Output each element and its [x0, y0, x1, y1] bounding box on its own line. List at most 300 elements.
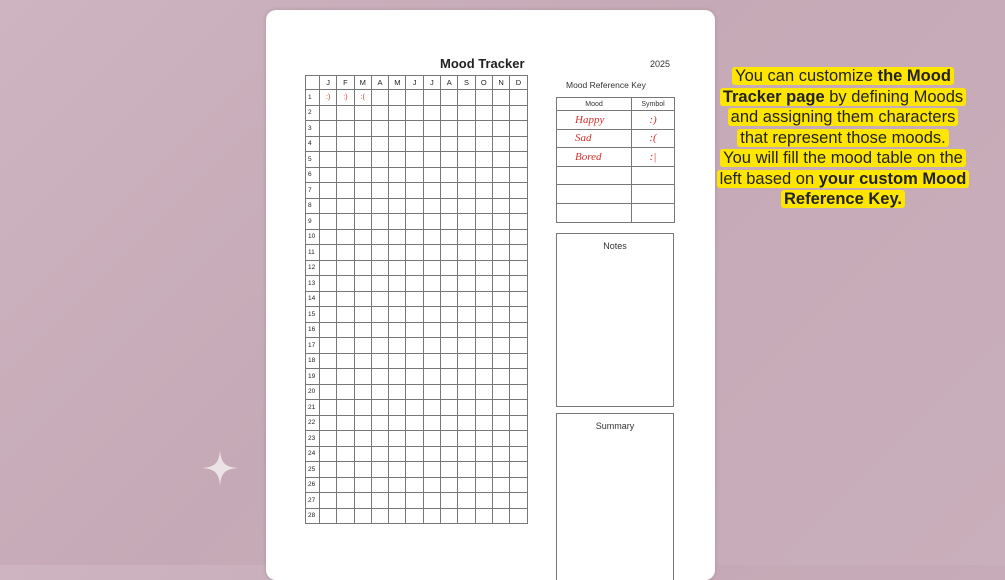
mood-cell[interactable]: [441, 508, 458, 524]
mood-cell[interactable]: [337, 400, 354, 416]
mood-cell[interactable]: [510, 369, 527, 385]
mood-cell[interactable]: [492, 431, 509, 447]
mood-cell[interactable]: [389, 90, 406, 106]
mood-cell[interactable]: [423, 229, 440, 245]
mood-cell[interactable]: [475, 121, 492, 137]
mood-cell[interactable]: [510, 121, 527, 137]
mood-cell[interactable]: [337, 446, 354, 462]
mood-cell[interactable]: [423, 446, 440, 462]
mood-cell[interactable]: [492, 260, 509, 276]
mood-cell[interactable]: [337, 229, 354, 245]
mood-cell[interactable]: [389, 415, 406, 431]
key-symbol-cell[interactable]: :|: [632, 148, 675, 167]
mood-cell[interactable]: [406, 415, 423, 431]
mood-cell[interactable]: [475, 183, 492, 199]
mood-cell[interactable]: [406, 90, 423, 106]
mood-cell[interactable]: [406, 400, 423, 416]
mood-cell[interactable]: [389, 508, 406, 524]
mood-cell[interactable]: [423, 214, 440, 230]
mood-cell[interactable]: [475, 276, 492, 292]
mood-cell[interactable]: [458, 121, 475, 137]
mood-cell[interactable]: [406, 369, 423, 385]
mood-cell[interactable]: [441, 307, 458, 323]
mood-cell[interactable]: [458, 291, 475, 307]
mood-cell[interactable]: [389, 446, 406, 462]
mood-cell[interactable]: [337, 136, 354, 152]
mood-cell[interactable]: [458, 462, 475, 478]
mood-cell[interactable]: [337, 508, 354, 524]
mood-cell[interactable]: [320, 136, 337, 152]
mood-cell[interactable]: [406, 446, 423, 462]
mood-cell[interactable]: [320, 446, 337, 462]
mood-cell[interactable]: [354, 415, 371, 431]
mood-cell[interactable]: [423, 384, 440, 400]
mood-cell[interactable]: [458, 384, 475, 400]
mood-cell[interactable]: [492, 90, 509, 106]
mood-cell[interactable]: [389, 322, 406, 338]
mood-cell[interactable]: [371, 353, 388, 369]
mood-cell[interactable]: [389, 198, 406, 214]
mood-cell[interactable]: [389, 431, 406, 447]
mood-cell[interactable]: [510, 152, 527, 168]
mood-cell[interactable]: [354, 260, 371, 276]
mood-cell[interactable]: [389, 338, 406, 354]
mood-cell[interactable]: [492, 446, 509, 462]
mood-cell[interactable]: [354, 291, 371, 307]
key-symbol-cell[interactable]: :(: [632, 129, 675, 148]
mood-cell[interactable]: [492, 121, 509, 137]
mood-cell[interactable]: [389, 493, 406, 509]
mood-cell[interactable]: [510, 307, 527, 323]
mood-cell[interactable]: [371, 105, 388, 121]
mood-cell[interactable]: [389, 384, 406, 400]
mood-cell[interactable]: [510, 477, 527, 493]
mood-cell[interactable]: [458, 307, 475, 323]
mood-cell[interactable]: [389, 353, 406, 369]
mood-cell[interactable]: [406, 307, 423, 323]
key-mood-cell[interactable]: [557, 166, 632, 185]
mood-cell[interactable]: [320, 260, 337, 276]
mood-cell[interactable]: [371, 493, 388, 509]
mood-cell[interactable]: [320, 276, 337, 292]
mood-cell[interactable]: [389, 121, 406, 137]
mood-cell[interactable]: [337, 291, 354, 307]
mood-cell[interactable]: [492, 477, 509, 493]
mood-cell[interactable]: [320, 400, 337, 416]
mood-cell[interactable]: [320, 431, 337, 447]
mood-cell[interactable]: [458, 276, 475, 292]
mood-cell[interactable]: [320, 353, 337, 369]
mood-cell[interactable]: :): [337, 90, 354, 106]
mood-cell[interactable]: [475, 229, 492, 245]
mood-cell[interactable]: [492, 353, 509, 369]
mood-cell[interactable]: [475, 353, 492, 369]
mood-cell[interactable]: [423, 353, 440, 369]
mood-cell[interactable]: [389, 291, 406, 307]
mood-cell[interactable]: [354, 462, 371, 478]
mood-cell[interactable]: [337, 431, 354, 447]
mood-cell[interactable]: [423, 322, 440, 338]
mood-cell[interactable]: [510, 167, 527, 183]
mood-cell[interactable]: [458, 198, 475, 214]
key-mood-cell[interactable]: Bored: [557, 148, 632, 167]
mood-cell[interactable]: [354, 105, 371, 121]
mood-cell[interactable]: [492, 462, 509, 478]
mood-cell[interactable]: [389, 167, 406, 183]
mood-cell[interactable]: [371, 260, 388, 276]
mood-cell[interactable]: [354, 353, 371, 369]
mood-cell[interactable]: [423, 198, 440, 214]
mood-cell[interactable]: [423, 415, 440, 431]
mood-cell[interactable]: [458, 508, 475, 524]
mood-cell[interactable]: [371, 229, 388, 245]
mood-cell[interactable]: [406, 477, 423, 493]
mood-cell[interactable]: [320, 291, 337, 307]
mood-cell[interactable]: [475, 477, 492, 493]
mood-cell[interactable]: [406, 338, 423, 354]
mood-cell[interactable]: [337, 198, 354, 214]
mood-cell[interactable]: [441, 121, 458, 137]
mood-cell[interactable]: [458, 431, 475, 447]
mood-cell[interactable]: [441, 105, 458, 121]
mood-cell[interactable]: [354, 307, 371, 323]
mood-cell[interactable]: [320, 369, 337, 385]
mood-cell[interactable]: [510, 431, 527, 447]
mood-cell[interactable]: [510, 493, 527, 509]
mood-cell[interactable]: [354, 400, 371, 416]
mood-cell[interactable]: [441, 431, 458, 447]
mood-cell[interactable]: [475, 307, 492, 323]
mood-cell[interactable]: [354, 229, 371, 245]
mood-cell[interactable]: [423, 477, 440, 493]
mood-cell[interactable]: [492, 415, 509, 431]
mood-cell[interactable]: [354, 198, 371, 214]
mood-cell[interactable]: [389, 214, 406, 230]
mood-cell[interactable]: [406, 245, 423, 261]
mood-cell[interactable]: [371, 245, 388, 261]
mood-cell[interactable]: [441, 369, 458, 385]
mood-cell[interactable]: [406, 152, 423, 168]
mood-cell[interactable]: [354, 183, 371, 199]
mood-cell[interactable]: [458, 260, 475, 276]
mood-cell[interactable]: [458, 167, 475, 183]
mood-cell[interactable]: [510, 291, 527, 307]
mood-cell[interactable]: [492, 214, 509, 230]
mood-cell[interactable]: [406, 105, 423, 121]
mood-cell[interactable]: [337, 183, 354, 199]
mood-cell[interactable]: [492, 493, 509, 509]
mood-cell[interactable]: [371, 276, 388, 292]
mood-cell[interactable]: [406, 462, 423, 478]
mood-cell[interactable]: [423, 369, 440, 385]
mood-cell[interactable]: [371, 214, 388, 230]
mood-cell[interactable]: [475, 446, 492, 462]
mood-cell[interactable]: [406, 229, 423, 245]
mood-cell[interactable]: [337, 307, 354, 323]
mood-cell[interactable]: [389, 245, 406, 261]
mood-cell[interactable]: [441, 400, 458, 416]
mood-cell[interactable]: [475, 260, 492, 276]
mood-cell[interactable]: [389, 400, 406, 416]
mood-cell[interactable]: [389, 369, 406, 385]
mood-cell[interactable]: [371, 152, 388, 168]
mood-cell[interactable]: [423, 167, 440, 183]
mood-cell[interactable]: [423, 105, 440, 121]
mood-cell[interactable]: [492, 167, 509, 183]
mood-cell[interactable]: [423, 493, 440, 509]
mood-cell[interactable]: [337, 369, 354, 385]
mood-cell[interactable]: [423, 260, 440, 276]
mood-cell[interactable]: [320, 121, 337, 137]
mood-cell[interactable]: [337, 245, 354, 261]
mood-cell[interactable]: [458, 353, 475, 369]
mood-cell[interactable]: [371, 384, 388, 400]
mood-cell[interactable]: [337, 493, 354, 509]
mood-cell[interactable]: [475, 462, 492, 478]
mood-cell[interactable]: [458, 400, 475, 416]
mood-cell[interactable]: [337, 121, 354, 137]
mood-cell[interactable]: [406, 198, 423, 214]
mood-cell[interactable]: [458, 152, 475, 168]
mood-cell[interactable]: [441, 353, 458, 369]
key-symbol-cell[interactable]: [632, 203, 675, 222]
mood-cell[interactable]: [337, 384, 354, 400]
mood-cell[interactable]: [423, 462, 440, 478]
mood-cell[interactable]: [389, 105, 406, 121]
mood-cell[interactable]: [441, 446, 458, 462]
mood-cell[interactable]: [354, 322, 371, 338]
mood-cell[interactable]: [354, 167, 371, 183]
mood-cell[interactable]: [354, 338, 371, 354]
mood-cell[interactable]: [320, 415, 337, 431]
mood-cell[interactable]: [406, 384, 423, 400]
mood-cell[interactable]: [492, 152, 509, 168]
mood-cell[interactable]: [389, 136, 406, 152]
key-symbol-cell[interactable]: [632, 185, 675, 204]
mood-cell[interactable]: [475, 338, 492, 354]
mood-cell[interactable]: [337, 338, 354, 354]
mood-cell[interactable]: [320, 493, 337, 509]
mood-cell[interactable]: [510, 384, 527, 400]
mood-cell[interactable]: [423, 136, 440, 152]
mood-cell[interactable]: [441, 493, 458, 509]
mood-cell[interactable]: [406, 493, 423, 509]
mood-cell[interactable]: [371, 136, 388, 152]
mood-cell[interactable]: [354, 431, 371, 447]
mood-cell[interactable]: [475, 369, 492, 385]
mood-cell[interactable]: [458, 415, 475, 431]
mood-cell[interactable]: [406, 260, 423, 276]
mood-cell[interactable]: [354, 152, 371, 168]
mood-cell[interactable]: [406, 276, 423, 292]
mood-cell[interactable]: [371, 462, 388, 478]
mood-cell[interactable]: [371, 431, 388, 447]
mood-cell[interactable]: [475, 105, 492, 121]
mood-cell[interactable]: [320, 198, 337, 214]
mood-cell[interactable]: [492, 136, 509, 152]
mood-cell[interactable]: [441, 291, 458, 307]
mood-cell[interactable]: [320, 322, 337, 338]
mood-cell[interactable]: [441, 462, 458, 478]
mood-cell[interactable]: [371, 400, 388, 416]
mood-cell[interactable]: [389, 307, 406, 323]
mood-cell[interactable]: [458, 493, 475, 509]
mood-cell[interactable]: [354, 508, 371, 524]
mood-cell[interactable]: [441, 338, 458, 354]
mood-cell[interactable]: [492, 245, 509, 261]
mood-cell[interactable]: [406, 183, 423, 199]
mood-cell[interactable]: [492, 307, 509, 323]
mood-cell[interactable]: [441, 152, 458, 168]
mood-cell[interactable]: [389, 229, 406, 245]
mood-cell[interactable]: [475, 493, 492, 509]
mood-cell[interactable]: [320, 462, 337, 478]
key-mood-cell[interactable]: Happy: [557, 111, 632, 130]
mood-cell[interactable]: [475, 322, 492, 338]
mood-cell[interactable]: [371, 167, 388, 183]
mood-cell[interactable]: [406, 353, 423, 369]
mood-cell[interactable]: [371, 121, 388, 137]
mood-cell[interactable]: [441, 276, 458, 292]
mood-cell[interactable]: [475, 384, 492, 400]
mood-cell[interactable]: [510, 353, 527, 369]
mood-cell[interactable]: [492, 198, 509, 214]
mood-cell[interactable]: [389, 462, 406, 478]
mood-cell[interactable]: [371, 183, 388, 199]
mood-cell[interactable]: [389, 152, 406, 168]
mood-cell[interactable]: [492, 276, 509, 292]
mood-cell[interactable]: [492, 400, 509, 416]
mood-cell[interactable]: [406, 167, 423, 183]
key-mood-cell[interactable]: Sad: [557, 129, 632, 148]
mood-cell[interactable]: [492, 384, 509, 400]
mood-cell[interactable]: [510, 105, 527, 121]
key-symbol-cell[interactable]: :): [632, 111, 675, 130]
mood-cell[interactable]: [475, 431, 492, 447]
mood-cell[interactable]: [510, 245, 527, 261]
mood-cell[interactable]: [510, 415, 527, 431]
mood-cell[interactable]: [337, 415, 354, 431]
mood-cell[interactable]: [492, 229, 509, 245]
mood-cell[interactable]: [406, 508, 423, 524]
mood-cell[interactable]: [423, 183, 440, 199]
mood-cell[interactable]: [441, 183, 458, 199]
mood-cell[interactable]: [354, 493, 371, 509]
mood-cell[interactable]: [320, 167, 337, 183]
mood-cell[interactable]: [492, 322, 509, 338]
mood-cell[interactable]: [354, 276, 371, 292]
mood-cell[interactable]: [441, 167, 458, 183]
key-mood-cell[interactable]: [557, 185, 632, 204]
mood-cell[interactable]: [510, 462, 527, 478]
mood-cell[interactable]: [389, 477, 406, 493]
mood-cell[interactable]: [371, 446, 388, 462]
mood-cell[interactable]: [441, 415, 458, 431]
mood-cell[interactable]: [475, 167, 492, 183]
mood-cell[interactable]: [510, 446, 527, 462]
mood-cell[interactable]: [441, 260, 458, 276]
mood-cell[interactable]: :(: [354, 90, 371, 106]
mood-cell[interactable]: [492, 183, 509, 199]
mood-cell[interactable]: [458, 136, 475, 152]
mood-cell[interactable]: [320, 338, 337, 354]
mood-cell[interactable]: [371, 198, 388, 214]
mood-cell[interactable]: [320, 477, 337, 493]
mood-cell[interactable]: [337, 353, 354, 369]
mood-cell[interactable]: [371, 415, 388, 431]
mood-cell[interactable]: [354, 477, 371, 493]
mood-cell[interactable]: [492, 369, 509, 385]
mood-cell[interactable]: [475, 198, 492, 214]
mood-cell[interactable]: [492, 338, 509, 354]
mood-cell[interactable]: [458, 245, 475, 261]
mood-cell[interactable]: [510, 508, 527, 524]
mood-cell[interactable]: [475, 291, 492, 307]
mood-cell[interactable]: [423, 291, 440, 307]
mood-cell[interactable]: [510, 276, 527, 292]
mood-cell[interactable]: [371, 322, 388, 338]
mood-cell[interactable]: [458, 446, 475, 462]
mood-cell[interactable]: [458, 105, 475, 121]
mood-cell[interactable]: [475, 400, 492, 416]
mood-cell[interactable]: [371, 307, 388, 323]
mood-cell[interactable]: [441, 384, 458, 400]
mood-cell[interactable]: [475, 90, 492, 106]
mood-cell[interactable]: [475, 152, 492, 168]
mood-cell[interactable]: [406, 136, 423, 152]
mood-cell[interactable]: [337, 276, 354, 292]
mood-cell[interactable]: [320, 245, 337, 261]
mood-cell[interactable]: [475, 415, 492, 431]
mood-cell[interactable]: [320, 508, 337, 524]
mood-cell[interactable]: [389, 276, 406, 292]
mood-cell[interactable]: [441, 245, 458, 261]
mood-cell[interactable]: [337, 167, 354, 183]
mood-cell[interactable]: [354, 214, 371, 230]
mood-cell[interactable]: [441, 477, 458, 493]
mood-cell[interactable]: [441, 214, 458, 230]
mood-cell[interactable]: [371, 291, 388, 307]
mood-cell[interactable]: [458, 214, 475, 230]
mood-cell[interactable]: [510, 198, 527, 214]
mood-cell[interactable]: [354, 369, 371, 385]
mood-cell[interactable]: [406, 291, 423, 307]
mood-cell[interactable]: [371, 369, 388, 385]
mood-cell[interactable]: [492, 508, 509, 524]
mood-cell[interactable]: [458, 369, 475, 385]
mood-cell[interactable]: [389, 183, 406, 199]
mood-cell[interactable]: [510, 338, 527, 354]
mood-cell[interactable]: [458, 322, 475, 338]
mood-cell[interactable]: [510, 260, 527, 276]
mood-cell[interactable]: [371, 90, 388, 106]
mood-cell[interactable]: [354, 446, 371, 462]
mood-cell[interactable]: [458, 477, 475, 493]
mood-cell[interactable]: [441, 198, 458, 214]
mood-cell[interactable]: [337, 214, 354, 230]
mood-cell[interactable]: [423, 276, 440, 292]
mood-cell[interactable]: [337, 462, 354, 478]
mood-cell[interactable]: [510, 136, 527, 152]
mood-cell[interactable]: [458, 183, 475, 199]
mood-cell[interactable]: [510, 229, 527, 245]
mood-cell[interactable]: [320, 183, 337, 199]
key-symbol-cell[interactable]: [632, 166, 675, 185]
mood-cell[interactable]: [423, 508, 440, 524]
mood-cell[interactable]: [441, 322, 458, 338]
mood-cell[interactable]: [423, 431, 440, 447]
mood-cell[interactable]: [371, 477, 388, 493]
